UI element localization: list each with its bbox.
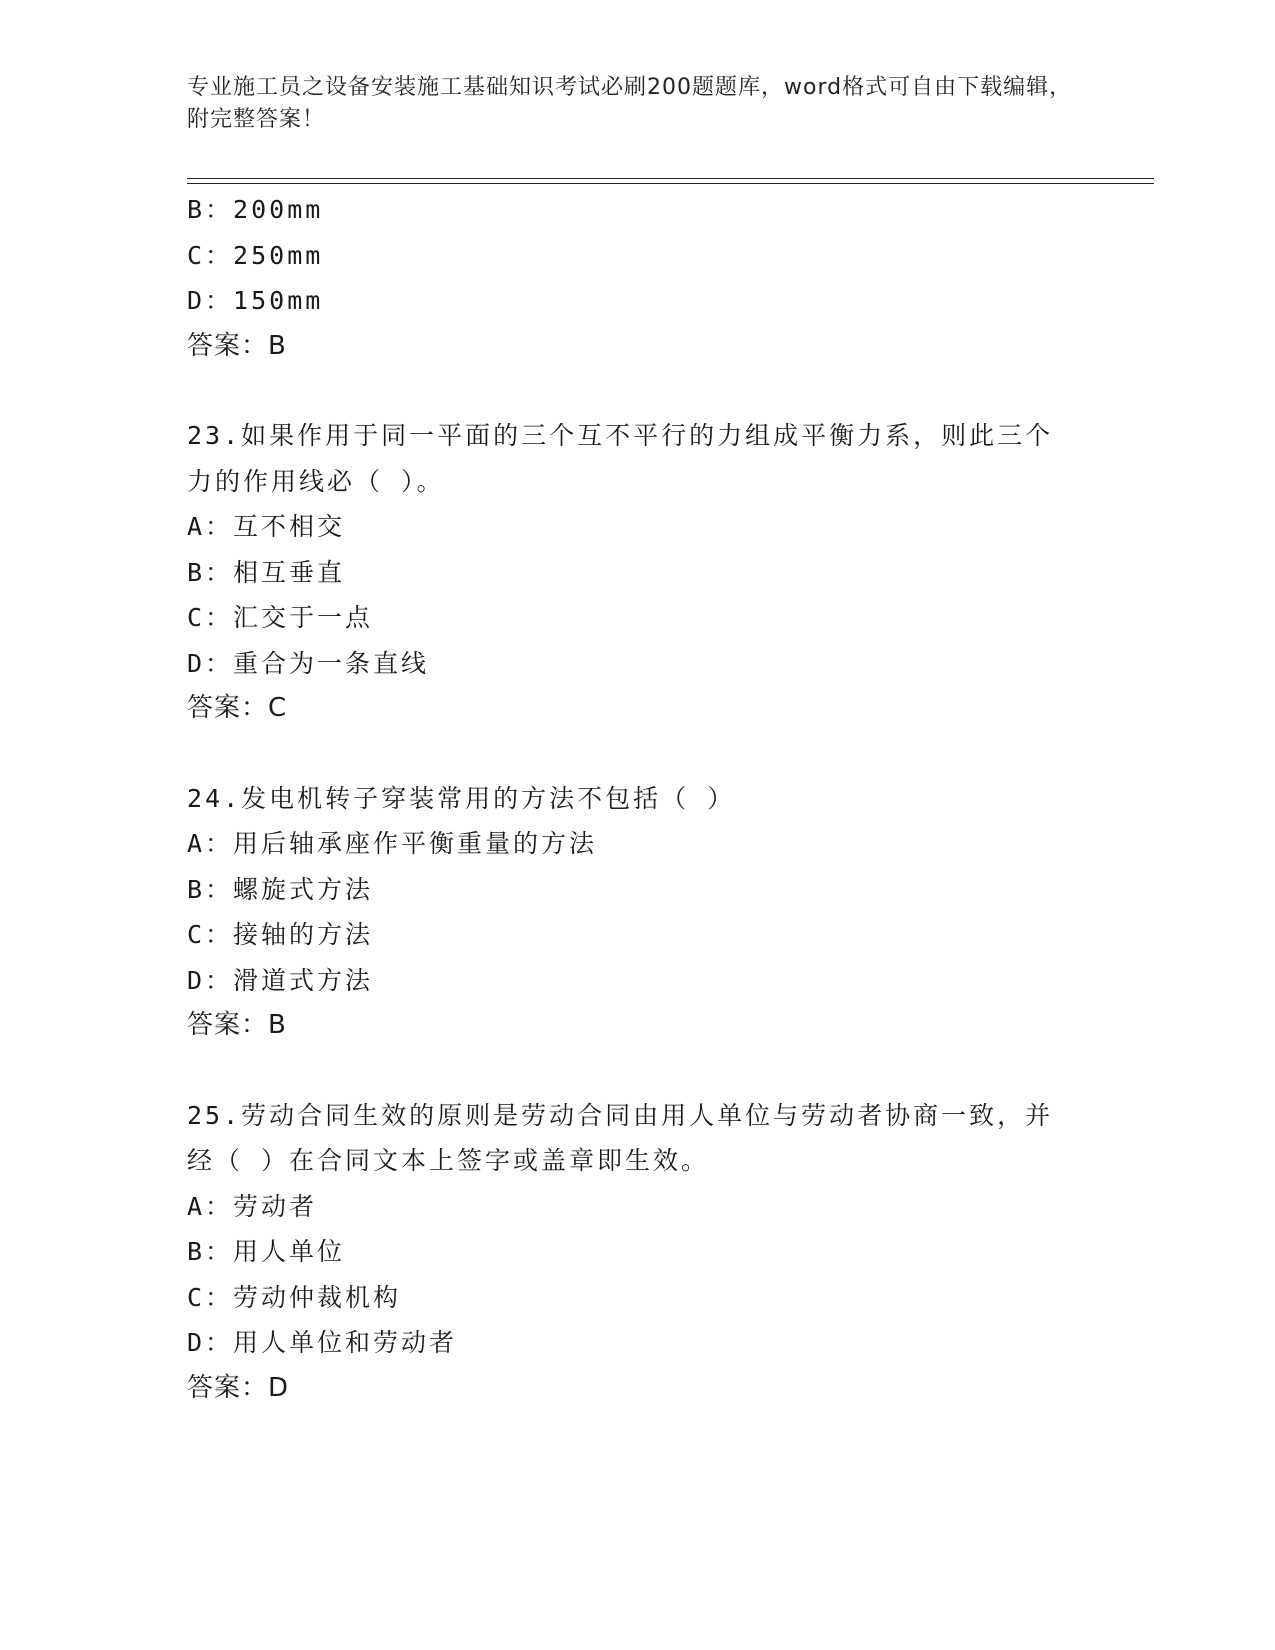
option-b: B：用人单位 xyxy=(187,1237,346,1266)
header-rule-bottom xyxy=(187,183,1154,184)
question-23 xyxy=(187,413,1087,732)
question-24 xyxy=(187,776,1087,1049)
question-25 xyxy=(187,1093,1087,1412)
option-b: B：200mm xyxy=(187,195,324,224)
option-a: A：用后轴承座作平衡重量的方法 xyxy=(187,829,598,858)
document-body xyxy=(187,187,1087,1411)
question-text: 24.发电机转子穿装常用的方法不包括（ ） xyxy=(187,783,736,813)
option-c: C：劳动仲裁机构 xyxy=(187,1282,402,1312)
answer-line: 答案：B xyxy=(187,330,287,361)
question-fragment xyxy=(187,187,1087,369)
spacer xyxy=(187,369,1087,413)
option-d: D：用人单位和劳动者 xyxy=(187,1328,458,1357)
option-c: C：汇交于一点 xyxy=(187,603,374,632)
option-b: B：螺旋式方法 xyxy=(187,874,374,904)
question-text: 25.劳动合同生效的原则是劳动合同由用人单位与劳动者协商一致，并 xyxy=(187,1100,1054,1130)
option-b: B：相互垂直 xyxy=(187,557,346,587)
option-c: C：接轴的方法 xyxy=(187,920,374,949)
header-rule-top xyxy=(187,178,1154,179)
option-d: D：150mm xyxy=(187,286,324,315)
page-header xyxy=(187,72,1087,136)
question-text-continued: 经（ ）在合同文本上签字或盖章即生效。 xyxy=(187,1146,710,1175)
answer-line: 答案：B xyxy=(187,1010,287,1040)
question-text: 23.如果作用于同一平面的三个互不平行的力组成平衡力系，则此三个 xyxy=(187,421,1054,450)
option-a: A：互不相交 xyxy=(187,512,346,541)
answer-line: 答案：D xyxy=(187,1372,290,1403)
spacer xyxy=(187,1049,1087,1093)
header-title: 专业施工员之设备安装施工基础知识考试必刷200题题库，word格式可自由下载编辑，附完整答案！ xyxy=(187,75,1073,132)
spacer xyxy=(187,732,1087,776)
option-c: C：250mm xyxy=(187,240,324,270)
question-text-continued: 力的作用线必（ ）。 xyxy=(187,466,445,496)
answer-line: 答案：C xyxy=(187,693,288,723)
option-d: D：滑道式方法 xyxy=(187,965,374,995)
option-d: D：重合为一条直线 xyxy=(187,648,430,678)
option-a: A：劳动者 xyxy=(187,1191,318,1221)
